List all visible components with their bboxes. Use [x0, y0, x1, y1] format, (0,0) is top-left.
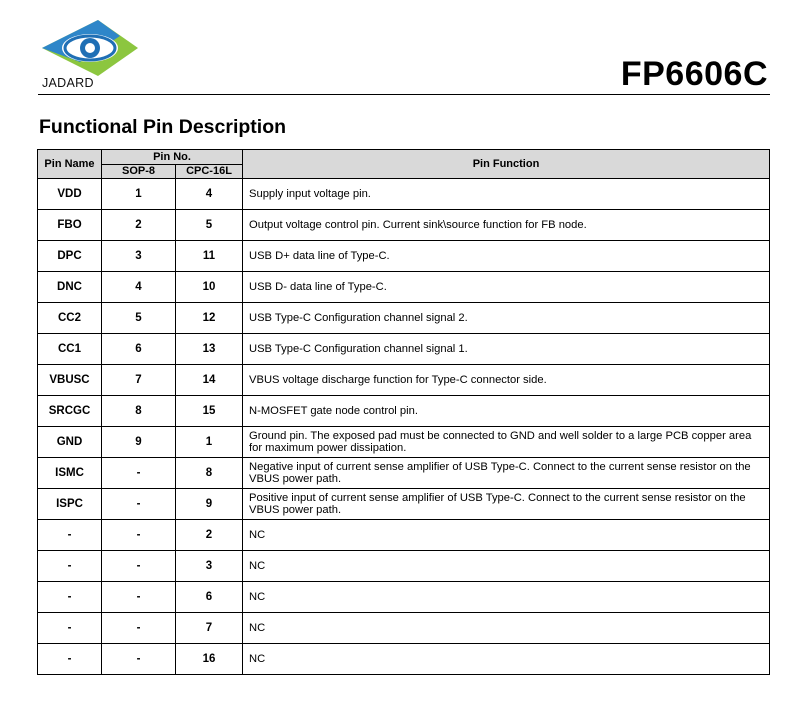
cpc16l-pin-cell: 15	[176, 396, 243, 427]
cpc16l-pin-cell: 5	[176, 210, 243, 241]
table-row	[38, 489, 770, 520]
pin-name-cell: -	[38, 613, 102, 644]
part-number: FP6606C	[620, 55, 768, 93]
sop8-pin-cell: -	[102, 551, 176, 582]
jadard-logo	[40, 18, 140, 78]
cpc16l-pin-cell: 11	[176, 241, 243, 272]
pin-function-cell: VBUS voltage discharge function for Type-C connector side.	[243, 365, 770, 396]
pin-function-cell: USB D- data line of Type-C.	[243, 272, 770, 303]
pin-name-cell: CC2	[38, 303, 102, 334]
sop8-pin-cell: 9	[102, 427, 176, 458]
sop8-pin-cell: 3	[102, 241, 176, 272]
pin-name-cell: -	[38, 520, 102, 551]
pin-function-cell: USB Type-C Configuration channel signal 2.	[243, 303, 770, 334]
pin-name-cell: -	[38, 582, 102, 613]
cpc16l-pin-cell: 1	[176, 427, 243, 458]
header-pin-function: Pin Function	[243, 150, 770, 179]
sop8-pin-cell: -	[102, 582, 176, 613]
cpc16l-pin-cell: 9	[176, 489, 243, 520]
pin-function-cell: NC	[243, 613, 770, 644]
sop8-pin-cell: 1	[102, 179, 176, 210]
table-row	[38, 210, 770, 241]
pin-name-cell: GND	[38, 427, 102, 458]
sop8-pin-cell: -	[102, 520, 176, 551]
pin-function-cell: NC	[243, 520, 770, 551]
pin-name-cell: -	[38, 644, 102, 675]
pin-name-cell: ISPC	[38, 489, 102, 520]
sop8-pin-cell: 7	[102, 365, 176, 396]
document-header	[38, 14, 770, 96]
pin-name-cell: FBO	[38, 210, 102, 241]
cpc16l-pin-cell: 2	[176, 520, 243, 551]
cpc16l-pin-cell: 8	[176, 458, 243, 489]
pin-function-cell: USB Type-C Configuration channel signal 1.	[243, 334, 770, 365]
header-pin-no: Pin No.	[102, 150, 243, 165]
pin-name-cell: VBUSC	[38, 365, 102, 396]
table-row	[38, 396, 770, 427]
pin-name-cell: -	[38, 551, 102, 582]
section-title: Functional Pin Description	[39, 116, 287, 138]
table-row	[38, 303, 770, 334]
sop8-pin-cell: 6	[102, 334, 176, 365]
pin-name-cell: VDD	[38, 179, 102, 210]
sop8-pin-cell: 5	[102, 303, 176, 334]
table-row	[38, 520, 770, 551]
pin-name-cell: CC1	[38, 334, 102, 365]
sop8-pin-cell: 2	[102, 210, 176, 241]
pin-function-cell: NC	[243, 582, 770, 613]
cpc16l-pin-cell: 3	[176, 551, 243, 582]
cpc16l-pin-cell: 13	[176, 334, 243, 365]
header-divider	[38, 94, 770, 95]
header-sop8: SOP-8	[102, 164, 176, 179]
pin-name-cell: DNC	[38, 272, 102, 303]
pin-function-cell: Ground pin. The exposed pad must be connected to GND and well solder to a large PCB copper area for maximum power dissipation.	[243, 427, 770, 458]
pin-function-cell: USB D+ data line of Type-C.	[243, 241, 770, 272]
cpc16l-pin-cell: 14	[176, 365, 243, 396]
pin-function-cell: Supply input voltage pin.	[243, 179, 770, 210]
cpc16l-pin-cell: 10	[176, 272, 243, 303]
table-row	[38, 334, 770, 365]
table-row	[38, 644, 770, 675]
table-row	[38, 179, 770, 210]
table-row	[38, 427, 770, 458]
table-row	[38, 458, 770, 489]
table-row	[38, 241, 770, 272]
pin-name-cell: DPC	[38, 241, 102, 272]
header-pin-name: Pin Name	[38, 150, 102, 179]
header-cpc16l: CPC-16L	[176, 164, 243, 179]
sop8-pin-cell: -	[102, 613, 176, 644]
cpc16l-pin-cell: 16	[176, 644, 243, 675]
sop8-pin-cell: -	[102, 644, 176, 675]
sop8-pin-cell: 8	[102, 396, 176, 427]
cpc16l-pin-cell: 4	[176, 179, 243, 210]
pin-name-cell: ISMC	[38, 458, 102, 489]
pin-function-cell: Negative input of current sense amplifier of USB Type-C. Connect to the current sense resistor on the VBUS power path.	[243, 458, 770, 489]
table-row	[38, 365, 770, 396]
pin-function-cell: Output voltage control pin. Current sink\source function for FB node.	[243, 210, 770, 241]
cpc16l-pin-cell: 7	[176, 613, 243, 644]
sop8-pin-cell: -	[102, 458, 176, 489]
pin-function-cell: N-MOSFET gate node control pin.	[243, 396, 770, 427]
sop8-pin-cell: 4	[102, 272, 176, 303]
table-body	[38, 179, 770, 675]
pin-function-cell: Positive input of current sense amplifier of USB Type-C. Connect to the current sense resistor on the VBUS power path.	[243, 489, 770, 520]
table-row	[38, 272, 770, 303]
table-row	[38, 582, 770, 613]
sop8-pin-cell: -	[102, 489, 176, 520]
pin-name-cell: SRCGC	[38, 396, 102, 427]
cpc16l-pin-cell: 12	[176, 303, 243, 334]
pin-function-cell: NC	[243, 644, 770, 675]
table-row	[38, 613, 770, 644]
pin-function-cell: NC	[243, 551, 770, 582]
table-row	[38, 551, 770, 582]
cpc16l-pin-cell: 6	[176, 582, 243, 613]
pin-description-table	[37, 149, 770, 675]
brand-name: JADARD	[42, 76, 94, 90]
table-header-row	[38, 150, 770, 165]
